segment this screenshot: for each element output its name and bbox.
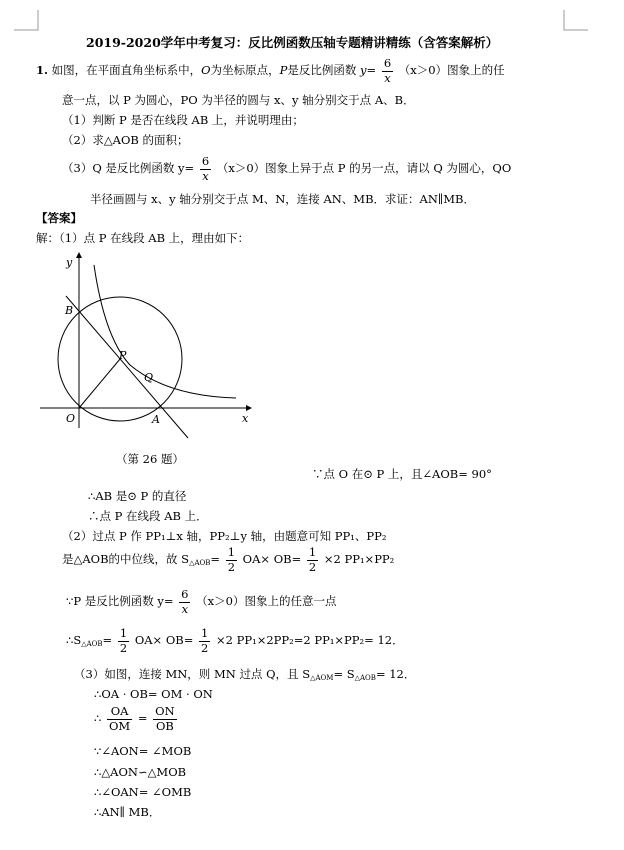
r7-text-d: ×2 PP₁×2PP₂=2 PP₁×PP₂= 12．: [216, 633, 404, 647]
reason-line-6: [66, 589, 336, 615]
question-number: 1.: [36, 63, 49, 77]
r5-subscript: △AOB: [189, 559, 211, 567]
reason-line-5: [62, 547, 394, 573]
half-den-4: 2: [201, 640, 209, 655]
half-den-1: 2: [227, 559, 236, 574]
ratio-equals: =: [137, 711, 148, 725]
half-den-3: 2: [119, 640, 128, 655]
page-title: 2019-2020学年中考复习：反比例函数压轴专题精讲精练（含答案解析）: [86, 35, 499, 50]
frac-num: 6: [383, 56, 392, 70]
frac-den-3: x: [179, 602, 190, 616]
reason-line-11: ∵∠AON= ∠MOB: [94, 744, 192, 758]
hyperbola-curve: [94, 265, 236, 398]
frac-den-2: x: [200, 169, 211, 183]
r8-subscript-1: △AOM: [310, 674, 334, 682]
frac-num-3: 6: [181, 587, 189, 601]
label-b: B: [65, 304, 74, 317]
question-part-2: （2）求△AOB 的面积；: [62, 133, 189, 147]
label-x: x: [242, 412, 249, 425]
reason-line-2: ∴AB 是⊙ P 的直径: [88, 489, 187, 503]
ratio-num-1: OA: [110, 704, 129, 718]
segment-op: [79, 359, 120, 408]
frac-num-2: 6: [201, 154, 210, 168]
corner-mark-right: [558, 10, 588, 32]
reason-line-14: ∴AN∥ MB．: [94, 805, 161, 819]
reason-line-13: ∴∠OAN= ∠OMB: [94, 785, 192, 799]
r5-text-a: 是△AOB的中位线，故 S: [62, 552, 190, 566]
frac-den: x: [382, 71, 393, 85]
question-part-3-cont: 半径画圆与 x、y 轴分别交于点 M、N，连接 AN、MB．求证：AN∥MB．: [90, 192, 475, 206]
half-num-1: 1: [227, 545, 236, 559]
r8-text-a: （3）如图，连接 MN，则 MN 过点 Q，且 S: [74, 667, 311, 681]
half-num-4: 1: [201, 626, 209, 640]
reason-line-12: ∴△AON∽△MOB: [94, 765, 187, 779]
fraction-6-over-x-2: [200, 156, 211, 182]
var-y: y: [360, 63, 367, 77]
question-line-2: 意一点，以 P 为圆心，PO 为半径的圆与 x、y 轴分别交于点 A、B．: [62, 93, 415, 107]
reason-line-9: ∴OA · OB= OM · ON: [94, 687, 213, 701]
r8-text-c: = 12．: [375, 667, 416, 681]
r8-text-b: = S: [333, 667, 355, 681]
fraction-half-1: [226, 547, 237, 573]
fraction-6-over-x-3: [179, 589, 190, 615]
reason-line-3: ∴点 P 在线段 AB 上．: [88, 509, 208, 523]
label-a: A: [152, 413, 160, 426]
r6-text-b: （x＞0）图象上的任意一点: [196, 594, 337, 608]
fraction-half-4: [199, 628, 210, 654]
question-text-a: 如图，在平面直角坐标系中，: [51, 63, 202, 77]
r5-text-d: ×2 PP₁×PP₂: [323, 552, 395, 566]
ratio-on-ob: [153, 706, 177, 732]
r5-text-c: OA× OB=: [242, 552, 302, 566]
r8-subscript-2: △AOB: [354, 674, 376, 682]
question-part-3: [62, 156, 511, 182]
part3-text-a: （3）Q 是反比例函数 y=: [62, 161, 195, 175]
half-num-3: 1: [119, 626, 128, 640]
reason-line-4: （2）过点 P 作 PP₁⊥x 轴，PP₂⊥y 轴，由题意可知 PP₁、PP₂: [62, 529, 387, 543]
solution-line-1: 解：（1）点 P 在线段 AB 上，理由如下：: [36, 231, 250, 245]
ratio-oa-om: [107, 706, 132, 732]
geometry-figure: [30, 250, 260, 440]
part3-text-b: （x＞0）图象上异于点 P 的另一点，请以 Q 为圆心，QO: [216, 161, 512, 175]
label-o: O: [66, 412, 76, 425]
r6-text-a: ∵P 是反比例函数 y=: [66, 594, 174, 608]
x-axis-arrow: [246, 405, 252, 411]
label-p: P: [119, 349, 127, 362]
question-part-1: （1）判断 P 是否在线段 AB 上，并说明理由；: [62, 113, 304, 127]
r7-text-a: ∴S: [66, 633, 82, 647]
reason-line-10: [94, 706, 179, 732]
reason-line-8: [74, 668, 415, 683]
question-condition: （x＞0）图象上的任: [398, 63, 505, 77]
fraction-half-3: [118, 628, 129, 654]
r7-text-c: OA× OB=: [134, 633, 194, 647]
question-line-1: [36, 58, 505, 84]
var-O: O: [201, 63, 211, 77]
y-axis-arrow: [76, 252, 82, 258]
corner-mark-left: [14, 10, 44, 32]
label-y: y: [66, 256, 73, 269]
question-text-c: 是反比例函数: [287, 63, 357, 77]
half-den-2: 2: [308, 559, 317, 574]
reason-line-1: ∵点 O 在⊙ P 上，且∠AOB= 90°: [312, 467, 492, 481]
r5-eq: =: [210, 552, 221, 566]
fraction-half-2: [307, 547, 318, 573]
ratio-den-2: OB: [153, 719, 177, 733]
answer-label: 【答案】: [36, 211, 82, 225]
fraction-6-over-x: [382, 58, 393, 84]
r7-subscript: △AOB: [81, 640, 103, 648]
ratio-den-1: OM: [108, 718, 131, 733]
question-text-b: 为坐标原点，: [210, 63, 280, 77]
figure-caption: （第 26 题）: [116, 452, 184, 466]
half-num-2: 1: [308, 545, 317, 559]
ratio-num-2: ON: [155, 704, 175, 718]
label-q: Q: [144, 371, 154, 384]
r10-therefore: ∴: [94, 711, 102, 725]
var-P: P: [279, 63, 288, 77]
equals-sign: =: [366, 63, 377, 77]
r7-eq: =: [102, 633, 113, 647]
line-ab: [66, 296, 188, 438]
reason-line-7: [66, 628, 404, 654]
